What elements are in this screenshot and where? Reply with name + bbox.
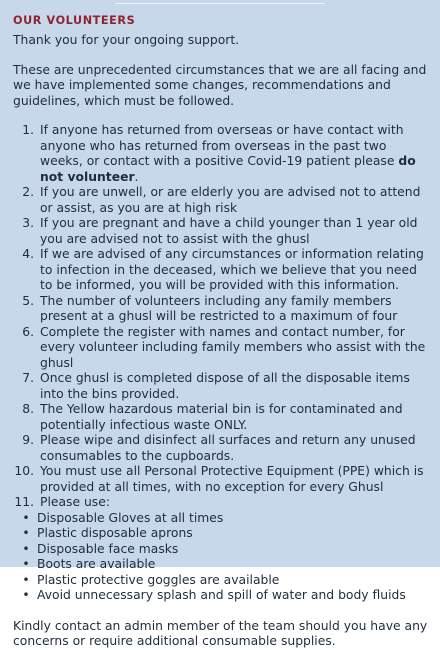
guideline-text	[40, 216, 428, 247]
ppe-item	[13, 511, 428, 527]
guideline-number: 3.	[22, 216, 34, 230]
ppe-item-text: Plastic protective goggles are available	[37, 572, 280, 587]
guideline-item	[13, 371, 428, 402]
guideline-text	[40, 325, 428, 372]
guideline-item	[13, 294, 428, 325]
ppe-item	[13, 573, 428, 589]
ppe-item-text: Plastic disposable aprons	[37, 526, 193, 540]
guidelines-list	[13, 123, 428, 511]
guideline-text	[40, 247, 428, 294]
guideline-item	[13, 247, 428, 294]
guideline-item	[13, 325, 428, 372]
thanks-text: Thank you for your ongoing support.	[13, 33, 240, 47]
ppe-item-text: Disposable Gloves at all times	[37, 510, 224, 525]
guideline-emphasis: do not volunteer	[40, 154, 416, 184]
guideline-text-main: You must use all Personal Protective Equipment (PPE) which is provided at all times, with no exception for every Ghusl	[40, 464, 424, 494]
guideline-number: 2.	[22, 185, 34, 199]
ppe-item-text: Boots are available	[37, 557, 156, 571]
guideline-number: 4.	[22, 247, 34, 261]
guideline-text	[40, 294, 428, 325]
guideline-text	[40, 123, 428, 185]
guideline-item	[13, 495, 428, 511]
guideline-text-main: Once ghusl is completed dispose of all the disposable items into the bins provided.	[40, 371, 410, 401]
guideline-text-main: Please wipe and disinfect all surfaces and return any unused consumables to the cupboards.	[40, 433, 416, 463]
guideline-text	[40, 185, 428, 216]
guideline-number: 1.	[22, 123, 34, 137]
ppe-item	[13, 557, 428, 573]
guideline-item	[13, 464, 428, 495]
guideline-text-main: The Yellow hazardous material bin is for contaminated and potentially infectious waste ONLY.	[40, 402, 403, 432]
guideline-text-main: Please use:	[40, 495, 110, 509]
guideline-item	[13, 216, 428, 247]
guideline-text-main: The number of volunteers including any family members present at a ghusl will be restricted to a maximum of four	[40, 293, 398, 323]
guideline-number: 11.	[14, 495, 34, 509]
guideline-text	[40, 402, 428, 433]
ppe-item-text: Disposable face masks	[37, 541, 179, 556]
guideline-item	[13, 402, 428, 433]
guideline-text	[40, 495, 428, 511]
closing-text: Kindly contact an admin member of the team should you have any concerns or require additional consumable supplies.	[13, 618, 428, 648]
bullet-icon: •	[22, 588, 30, 602]
guideline-number: 7.	[22, 371, 34, 385]
guideline-item	[13, 185, 428, 216]
guideline-number: 9.	[22, 433, 34, 447]
guideline-text-main: If anyone has returned from overseas or have contact with anyone who has returned from overseas in the past two weeks, or contact with a positive Covid-19 patient please	[40, 123, 404, 168]
guideline-text	[40, 464, 428, 495]
guideline-item	[13, 433, 428, 464]
guideline-text	[40, 433, 428, 464]
bullet-icon: •	[22, 541, 30, 556]
guideline-text	[40, 371, 428, 402]
guideline-text-main: If we are advised of any circumstances or information relating to infection in the deceased, which we believe that you need to be informed, you will be provided with this information.	[40, 247, 424, 292]
ppe-list	[13, 511, 428, 604]
bullet-icon: •	[22, 526, 30, 540]
ppe-item	[13, 588, 428, 604]
section-heading: OUR VOLUNTEERS	[13, 14, 136, 27]
ppe-item-text: Avoid unnecessary splash and spill of water and body fluids	[37, 588, 406, 602]
ppe-item	[13, 526, 428, 542]
guideline-item	[13, 123, 428, 185]
guideline-text-main: If you are pregnant and have a child younger than 1 year old you are advised not to assist with the ghusl	[40, 216, 418, 246]
guideline-text-main: Complete the register with names and contact number, for every volunteer including family members who assist with the ghusl	[40, 324, 426, 370]
guideline-number: 10.	[14, 464, 34, 478]
bullet-icon: •	[22, 510, 30, 525]
intro-text: These are unprecedented circumstances that we are all facing and we have implemented some changes, recommendations and guidelines, which must be followed.	[13, 62, 427, 108]
guideline-number: 8.	[22, 402, 34, 416]
guideline-number: 5.	[22, 293, 34, 308]
guideline-text-end: .	[134, 169, 139, 184]
bullet-icon: •	[22, 557, 30, 571]
bullet-icon: •	[22, 572, 30, 587]
guideline-number: 6.	[22, 324, 34, 339]
guideline-text-main: If you are unwell, or are elderly you are advised not to attend or assist, as you are at high risk	[40, 185, 421, 215]
top-divider	[115, 3, 325, 4]
ppe-item	[13, 542, 428, 558]
